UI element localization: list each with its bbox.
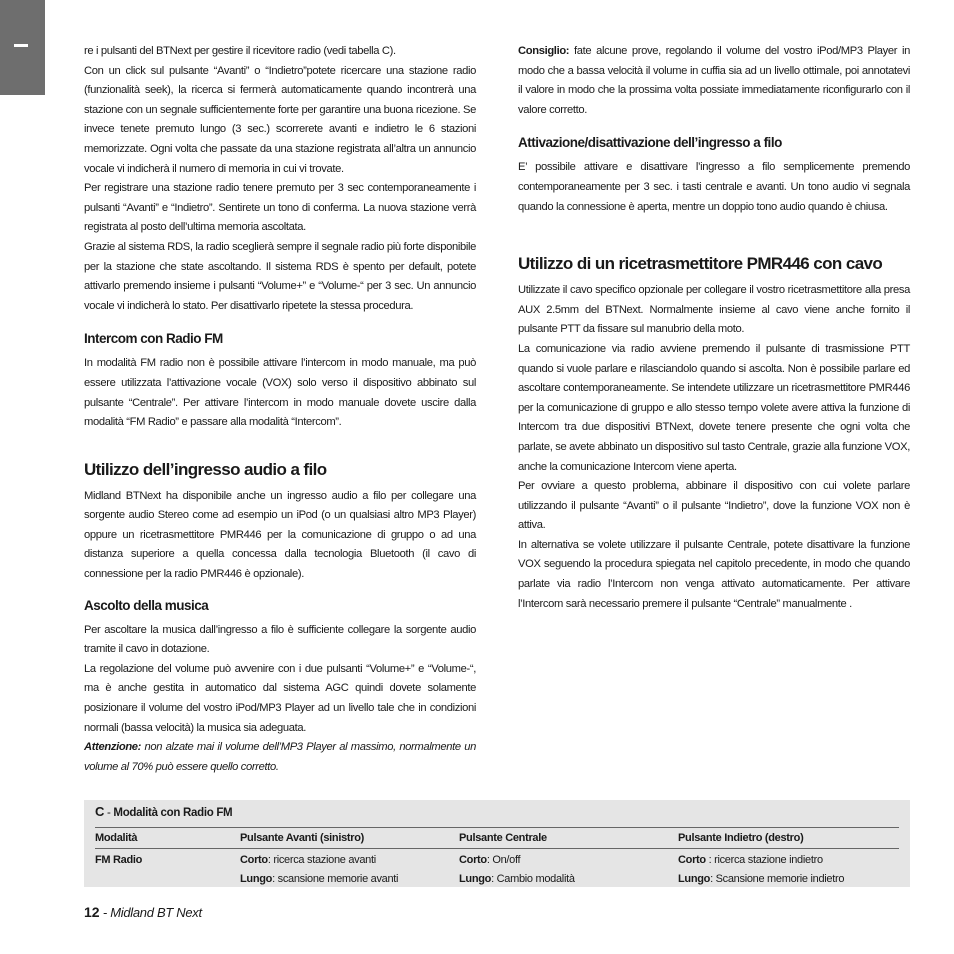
tip-paragraph	[518, 42, 910, 120]
long-press-key: Lungo	[240, 873, 273, 885]
paragraph: La regolazione del volume può avvenire con i due pulsanti “Volume+” e “Volume-“, ma è anche gestita in automatico dal sistema AGC quindi dovete solamente posizionare il volume del vostro iPod/MP3 Player ad un livello tale che in condizioni normali (bassa velocità) la musica sia adeguata.	[84, 662, 476, 734]
short-press-value: : ricerca stazione indietro	[705, 854, 823, 866]
warning-paragraph	[84, 738, 476, 777]
long-press-value: : scansione memorie avanti	[272, 873, 399, 885]
heading-music: Ascolto della musica	[84, 597, 209, 613]
heading-audio-input: Utilizzo dell’ingresso audio a filo	[84, 459, 327, 479]
paragraph: La comunicazione via radio avviene premendo il pulsante di trasmissione PTT quando si vuole parlare e rilasciandolo quando si ascolta. Non è possibile parlare ed ascoltare contemporaneamente. Se intendete utilizzare un ricetrasmettitore PMR446 per la comunicazione di gruppo e allo stesso tempo volete avere attiva la funzione di Intercom tra due dispositivi BTNext, dovete tenere presente che ogni volta che parlate, se avete abbinato un dispositivo sul tasto Centrale, grazie alla funzione VOX, anche la comunicazione Intercom viene aperta.	[518, 342, 910, 473]
table-cell	[240, 849, 459, 890]
warning-text: non alzate mai il volume dell’MP3 Player al massimo, normalmente un volume al 70% può essere quello corretto.	[84, 741, 476, 773]
long-press-value: : Cambio modalità	[491, 873, 575, 885]
table-c-panel	[84, 800, 910, 887]
short-press-key: Corto	[240, 854, 268, 866]
paragraph: Per ascoltare la musica dall’ingresso a filo è sufficiente collegare la sorgente audio tramite il cavo in dotazione.	[84, 623, 476, 656]
table-cell	[459, 849, 678, 890]
table-header-cell: Modalità	[95, 828, 240, 849]
warning-label: Attenzione:	[84, 741, 142, 754]
tip-label: Consiglio:	[518, 45, 570, 57]
cell-line-short	[459, 851, 678, 870]
table-header-cell: Pulsante Avanti (sinistro)	[240, 828, 459, 849]
table-row	[95, 849, 899, 890]
paragraph: Con un click sul pulsante “Avanti” o “Indietro”potete ricercare una stazione radio (funzionalità seek), la ricerca si fermerà automaticamente quando incontrerà una stazione con un segnale sufficientemente forte per garantire una buona ricezione. Se invece tenete premuto lungo (3 sec.) scorrerete avanti e indietro le 6 stazioni memorizzate. Ogni volta che passate da una stazione registrata all’altra un annuncio vocale vi indicherà il numero di memoria in cui vi trovate.	[84, 64, 476, 175]
short-press-key: Corto	[678, 854, 706, 866]
cell-line-short	[240, 851, 459, 870]
short-press-value: : ricerca stazione avanti	[267, 854, 376, 866]
page-footer	[84, 904, 202, 922]
footer-title: - Midland BT Next	[99, 905, 202, 920]
paragraph: Per registrare una stazione radio tenere premuto per 3 sec contemporaneamente i pulsanti “Avanti” e “Indietro”. Sentirete un tono di conferma. La nuova stazione verrà registrata al posto dell’ultima memoria ascoltata.	[84, 182, 476, 234]
page-number: 12	[84, 904, 100, 920]
table-header-cell: Pulsante Indietro (destro)	[678, 828, 899, 849]
table-header-cell: Pulsante Centrale	[459, 828, 678, 849]
long-press-key: Lungo	[459, 873, 492, 885]
heading-toggle-input: Attivazione/disattivazione dell’ingresso a filo	[518, 135, 782, 151]
paragraph: Midland BTNext ha disponibile anche un ingresso audio a filo per collegare una sorgente audio Stereo come ad esempio un iPod (o un qualsiasi altro MP3 Player) oppure un ricetrasmettitore PMR446 per la comunicazione di gruppo o ad una distanza superiore a quella concessa dalla tecnologia Bluetooth (il cavo di connessione per la radio PMR446 è opzionale).	[84, 489, 476, 581]
left-column	[84, 42, 476, 777]
cell-line-long	[240, 870, 459, 889]
long-press-value: : Scansione memorie indietro	[710, 873, 845, 885]
table-letter: C	[95, 804, 105, 819]
paragraph: Grazie al sistema RDS, la radio sceglierà sempre il segnale radio più forte disponibile per la stazione che state ascoltando. Il sistema RDS è spento per default, potete attivarlo premendo insieme i pulsanti “Volume+” e “Volume-“ per 3 sec. Un annuncio vocale vi indicherà lo stato. Per disattivarlo ripetete la stessa procedura.	[84, 240, 476, 312]
cell-line-short	[678, 851, 899, 870]
short-press-key: Corto	[459, 854, 487, 866]
tip-text: fate alcune prove, regolando il volume del vostro iPod/MP3 Player in modo che a bassa velocità il volume in cuffia sia ad un livello ottimale, poi annotatevi il valore in modo che la prossima volta possiate immediatamente riconfigurarlo con il valore corretto.	[518, 45, 910, 116]
long-press-key: Lungo	[678, 873, 711, 885]
section-tab-dash	[14, 44, 28, 47]
short-press-value: : On/off	[486, 854, 521, 866]
heading-intercom-radio: Intercom con Radio FM	[84, 331, 223, 347]
paragraph: In modalità FM radio non è possibile attivare l’intercom in modo manuale, ma può essere utilizzata l’attivazione vocale (VOX) solo verso il dispositivo abbinato sul pulsante “Centrale”. Per attivare l’intercom in modo manuale dovete uscire dalla modalità “FM Radio” e passare alla modalità “Intercom”.	[84, 357, 476, 429]
fm-radio-table	[95, 827, 899, 889]
heading-pmr446: Utilizzo di un ricetrasmettitore PMR446 con cavo	[518, 254, 883, 274]
paragraph: In alternativa se volete utilizzare il pulsante Centrale, potete disattivare la funzione VOX seguendo la procedura spiegata nel capitolo precedente, in modo che quando parlate via radio l’Intercom non venga attivato automaticamente. Per attivare l’Intercom sarà necessario premere il pulsante “Centrale” manualmente .	[518, 538, 910, 610]
paragraph: re i pulsanti del BTNext per gestire il ricevitore radio (vedi tabella C).	[84, 45, 396, 57]
table-sep: -	[104, 807, 114, 819]
paragraph: E’ possibile attivare e disattivare l’ingresso a filo semplicemente premendo contemporaneamente per 3 sec. i tasti centrale e avanti. Un tono audio vi segnala quando la connessione è aperta, mentre un doppio tono audio quando è chiusa.	[518, 161, 910, 213]
paragraph: Utilizzate il cavo specifico opzionale per collegare il vostro ricetrasmettitore alla presa AUX 2.5mm del BTNext. Normalmente insieme al cavo viene anche fornito il pulsante PTT da fissare sul manubrio della moto.	[518, 284, 910, 336]
paragraph: Per ovviare a questo problema, abbinare il dispositivo con cui volete parlare utilizzando il pulsante “Avanti” o il pulsante “Indietro”, dove la funzione VOX non è attiva.	[518, 480, 910, 532]
table-header-row	[95, 828, 899, 849]
right-column	[518, 42, 910, 614]
table-cell-mode	[95, 849, 240, 890]
mode-value: FM Radio	[95, 854, 143, 866]
cell-line-long	[678, 870, 899, 889]
table-cell	[678, 849, 899, 890]
table-title: Modalità con Radio FM	[113, 807, 233, 819]
table-caption	[95, 804, 232, 819]
cell-line-long	[459, 870, 678, 889]
section-tab-marker	[0, 0, 45, 95]
